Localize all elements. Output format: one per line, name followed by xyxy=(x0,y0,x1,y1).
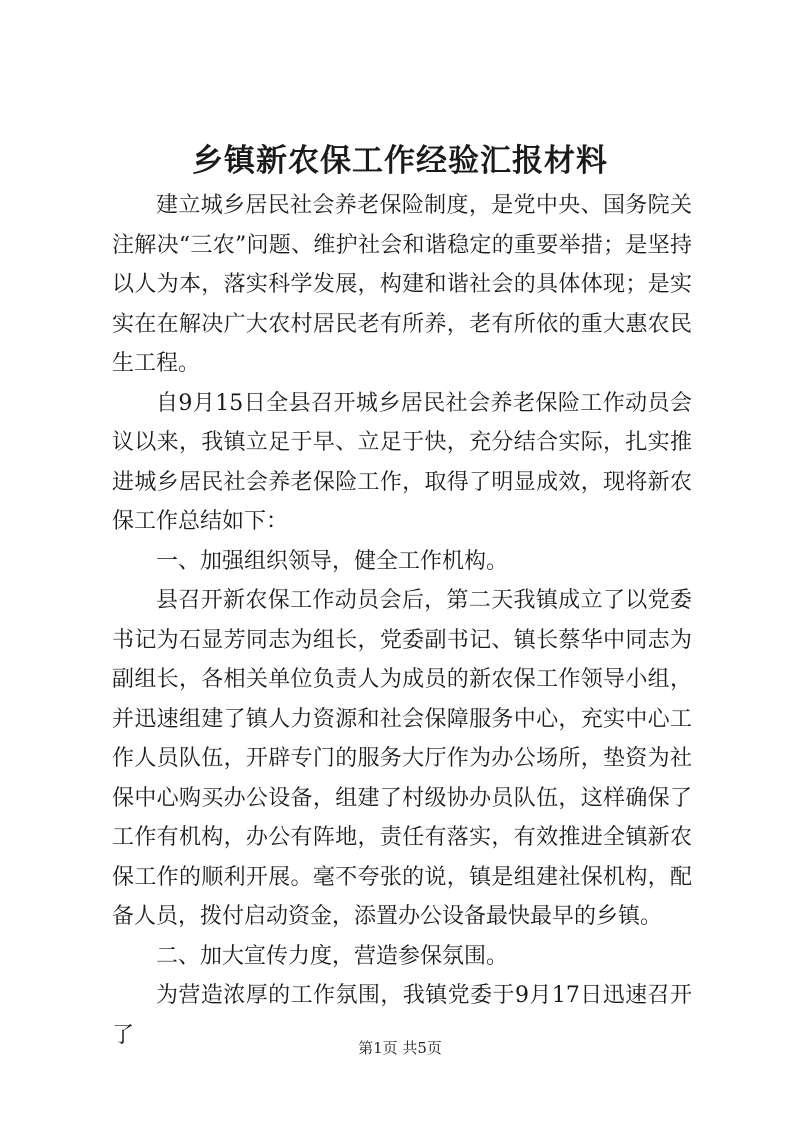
paragraph-intro: 建立城乡居民社会养老保险制度，是党中央、国务院关注解决“三农”问题、维护社会和谐稳定的重要举措；是坚持以人为本，落实科学发展，构建和谐社会的具体体现；是实实在在解决广大农村居民老有所养，老有所依的重大惠农民生工程。 xyxy=(112,193,692,376)
document-title: 乡镇新农保工作经验汇报材料 xyxy=(192,143,608,179)
section-heading-2: 二、加大宣传力度，营造参保氛围。 xyxy=(156,943,509,969)
document-body xyxy=(112,186,692,1055)
paragraph-background: 自9月15日全县召开城乡居民社会养老保险工作动员会议以来，我镇立足于早、立足于快，充分结合实际，扎实推进城乡居民社会养老保险工作，取得了明显成效，现将新农保工作总结如下： xyxy=(112,390,692,534)
paragraph-publicity: 为营造浓厚的工作氛围，我镇党委于9月17日迅速召开了 xyxy=(112,983,692,1048)
page-indicator: 第1页 共5页 xyxy=(358,1039,442,1057)
page-footer xyxy=(0,1038,800,1058)
section-heading-1: 一、加强组织领导，健全工作机构。 xyxy=(156,548,509,574)
paragraph-organization: 县召开新农保工作动员会后，第二天我镇成立了以党委书记为石显芳同志为组长，党委副书记、镇长蔡华中同志为副组长，各相关单位负责人为成员的新农保工作领导小组，并迅速组建了镇人力资源和社会保障服务中心，充实中心工作人员队伍，开辟专门的服务大厅作为办公场所，垫资为社保中心购买办公设备，组建了村级协办员队伍，这样确保了工作有机构，办公有阵地，责任有落实，有效推进全镇新农保工作的顺利开展。毫不夸张的说，镇是组建社保机构，配备人员，拨付启动资金，添置办公设备最快最早的乡镇。 xyxy=(112,588,692,929)
